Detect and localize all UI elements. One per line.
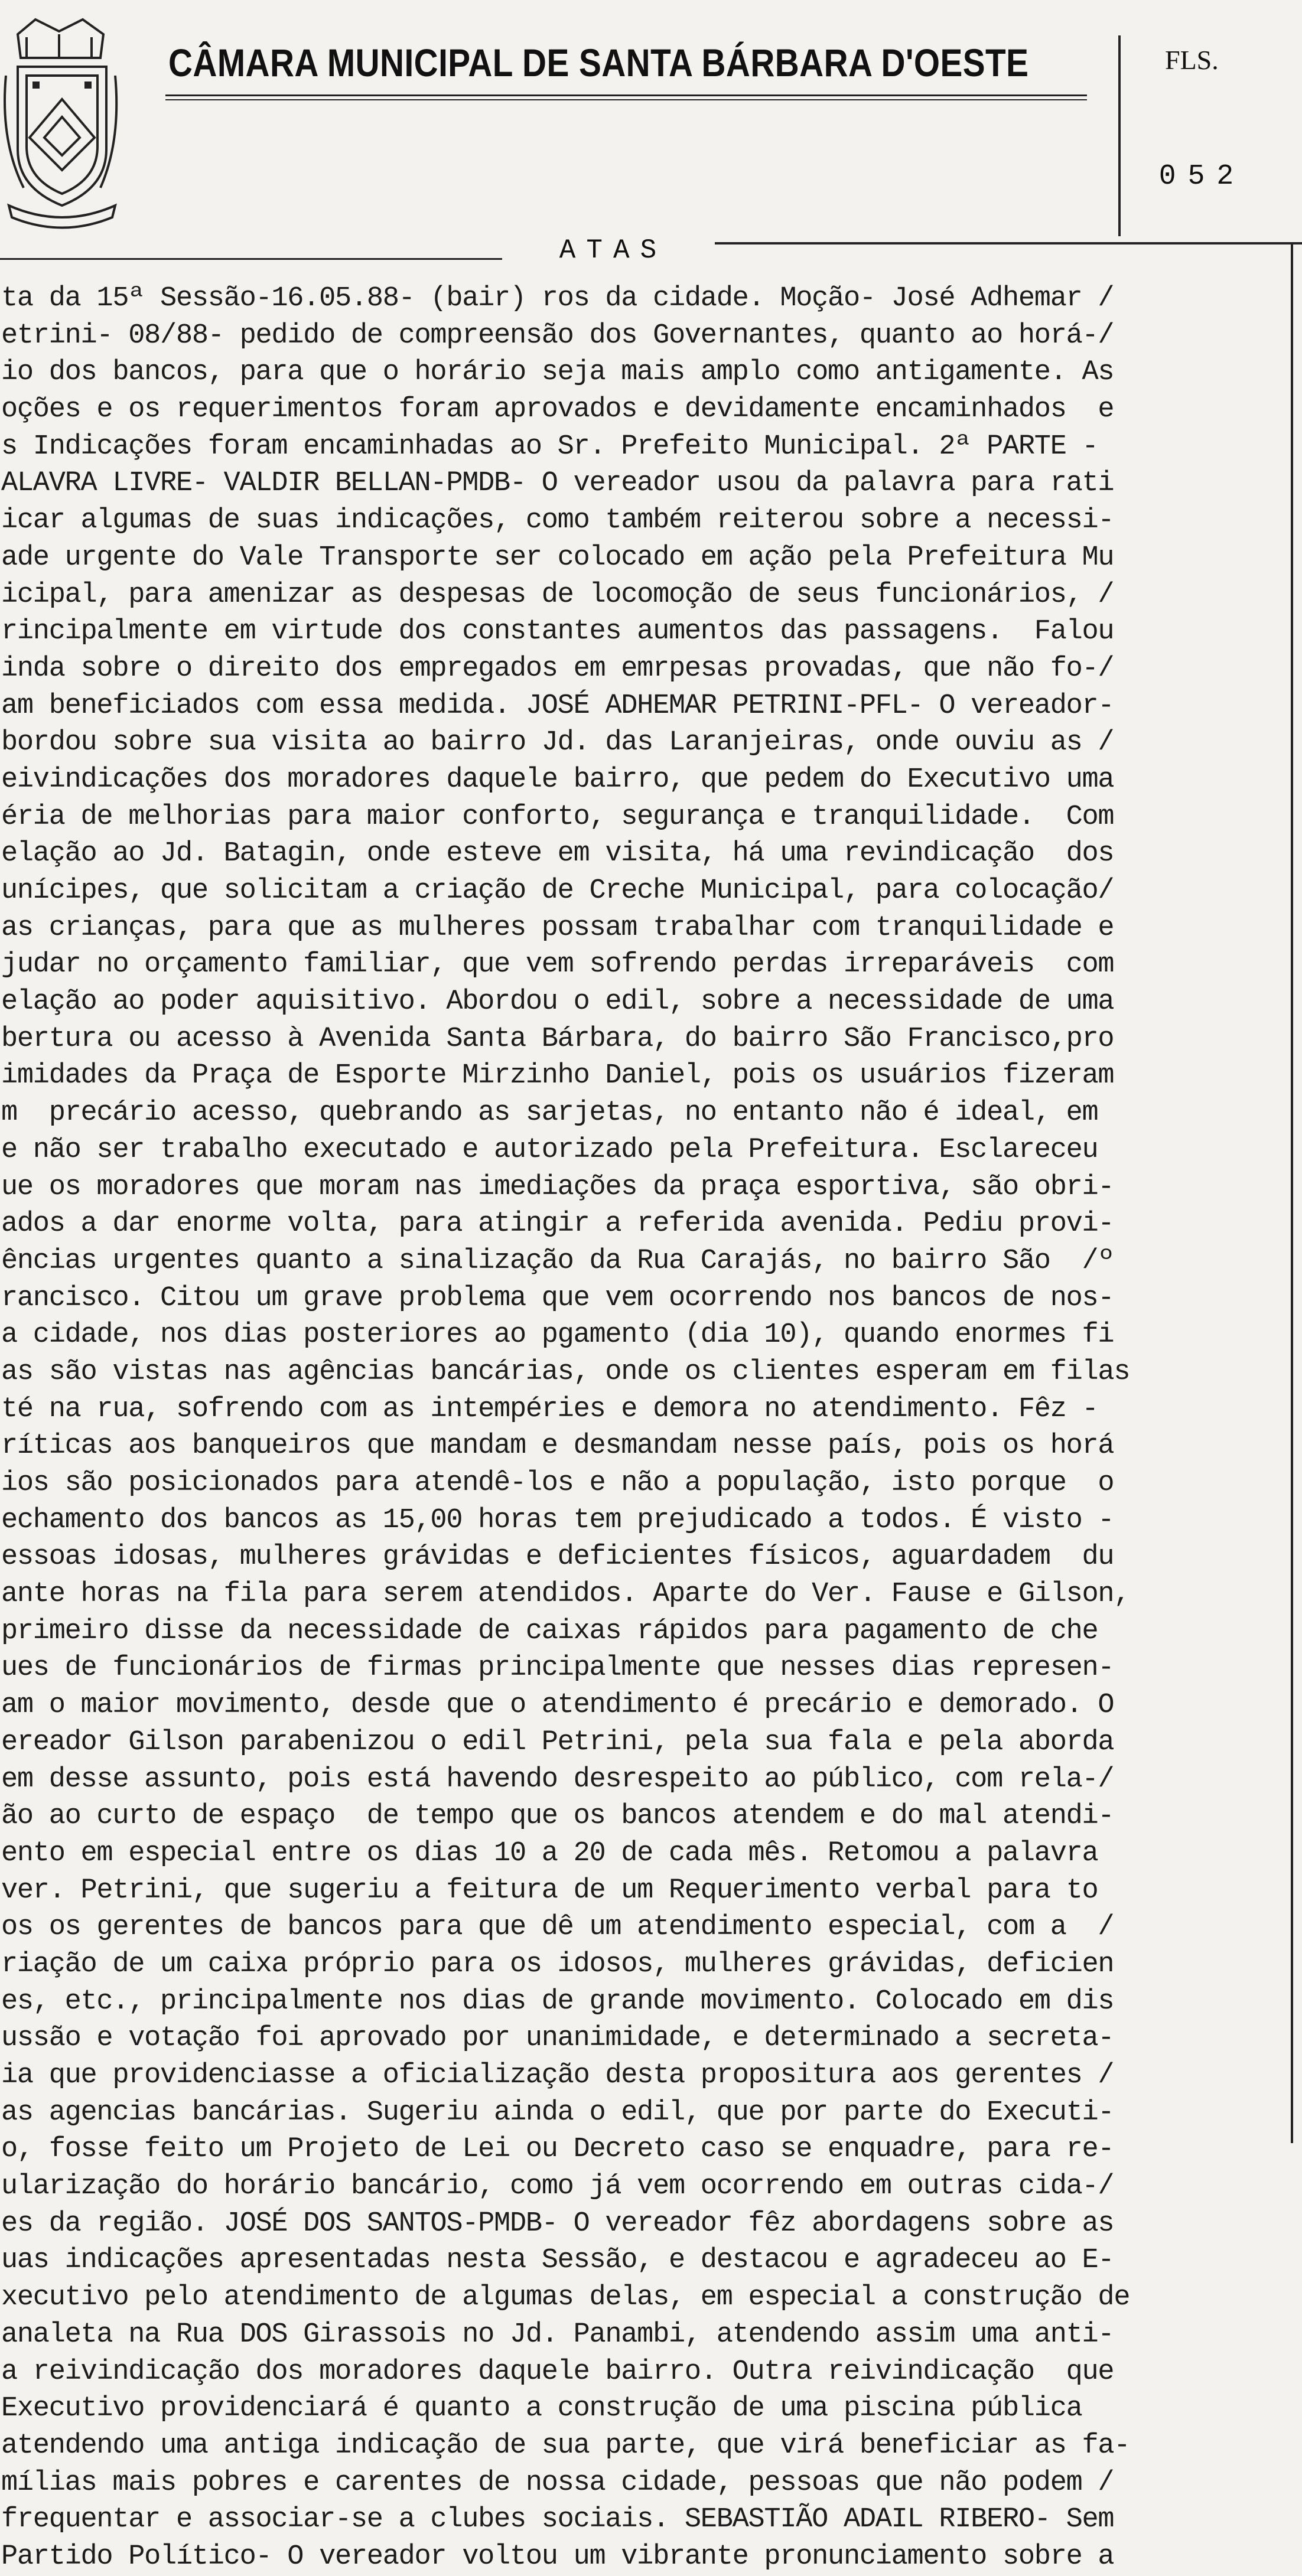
minutes-line: a reivindicação dos moradores daquele bairro. Outra reivindicação que <box>1 2356 1114 2388</box>
minutes-line: elação ao Jd. Batagin, onde esteve em visita, há uma revindicação dos <box>1 838 1114 870</box>
minutes-line: mílias mais pobres e carentes de nossa cidade, pessoas que não podem / <box>1 2467 1114 2499</box>
minutes-line: ue os moradores que moram nas imediações da praça esportiva, são obri- <box>1 1171 1114 1203</box>
minutes-line: inda sobre o direito dos empregados em emrpesas provadas, que não fo-/ <box>1 653 1114 684</box>
minutes-line: as são vistas nas agências bancárias, onde os clientes esperam em filas <box>1 1356 1130 1388</box>
minutes-line: as agencias bancárias. Sugeriu ainda o edil, que por parte do Executi- <box>1 2096 1114 2128</box>
minutes-line: essoas idosas, mulheres grávidas e deficientes físicos, aguardadem du <box>1 1541 1114 1573</box>
minutes-line: Executivo providenciará é quanto a construção de uma piscina pública <box>1 2393 1082 2425</box>
minutes-line: es, etc., principalmente nos dias de grande movimento. Colocado em dis <box>1 1985 1114 2017</box>
minutes-line: os os gerentes de bancos para que dê um atendimento especial, com a / <box>1 1912 1114 1944</box>
minutes-line: ade urgente do Vale Transporte ser colocado em ação pela Prefeitura Mu <box>1 542 1114 573</box>
minutes-line: ências urgentes quanto a sinalização da Rua Carajás, no bairro São /º <box>1 1245 1114 1277</box>
minutes-line: uas indicações apresentadas nesta Sessão, e destacou e agradeceu ao E- <box>1 2245 1114 2277</box>
minutes-line: ios são posicionados para atendê-los e não a população, isto porque o <box>1 1468 1114 1499</box>
minutes-line: o, fosse feito um Projeto de Lei ou Decreto caso se enquadre, para re- <box>1 2134 1114 2166</box>
minutes-line: frequentar e associar-se a clubes sociais. SEBASTIÃO ADAIL RIBERO- Sem <box>1 2504 1114 2536</box>
minutes-line: unícipes, que solicitam a criação de Creche Municipal, para colocação/ <box>1 875 1114 907</box>
minutes-line: icar algumas de suas indicações, como também reiterou sobre a necessi- <box>1 505 1114 537</box>
minutes-line: oções e os requerimentos foram aprovados e devidamente encaminhados e <box>1 394 1114 426</box>
minutes-line: rancisco. Citou um grave problema que vem ocorrendo nos bancos de nos- <box>1 1282 1114 1314</box>
minutes-line: e não ser trabalho executado e autorizado pela Prefeitura. Esclareceu <box>1 1134 1098 1166</box>
minutes-line: xecutivo pelo atendimento de algumas delas, em especial a construção de <box>1 2282 1130 2314</box>
minutes-line: eivindicações dos moradores daquele bairro, que pedem do Executivo uma <box>1 764 1114 795</box>
minutes-line: riação de um caixa próprio para os idosos, mulheres grávidas, deficien <box>1 1948 1114 1980</box>
section-rule-right <box>715 242 1302 244</box>
minutes-line: am o maior movimento, desde que o atendimento é precário e demorado. O <box>1 1690 1114 1721</box>
minutes-line: ALAVRA LIVRE- VALDIR BELLAN-PMDB- O vereador usou da palavra para rati <box>1 468 1114 500</box>
minutes-line: judar no orçamento familiar, que vem sofrendo perdas irreparáveis com <box>1 949 1114 981</box>
title-underline <box>165 94 1087 96</box>
minutes-line: bertura ou acesso à Avenida Santa Bárbara, do bairro São Francisco,pro <box>1 1023 1114 1055</box>
minutes-text <box>0 281 1293 2576</box>
institution-name: CÂMARA MUNICIPAL DE SANTA BÁRBARA D'OESTE <box>168 41 1029 84</box>
section-rule-left <box>0 258 502 260</box>
minutes-line: éria de melhorias para maior conforto, segurança e tranquilidade. Com <box>1 801 1114 833</box>
minutes-line: primeiro disse da necessidade de caixas rápidos para pagamento de che <box>1 1615 1098 1647</box>
folio-label: FLS. <box>1165 45 1219 75</box>
header-divider <box>1118 35 1121 236</box>
minutes-line: em desse assunto, pois está havendo desrespeito ao público, com rela-/ <box>1 1763 1114 1795</box>
minutes-line: ia que providenciasse a oficialização desta propositura aos gerentes / <box>1 2060 1114 2091</box>
minutes-line: m precário acesso, quebrando as sarjetas, no entanto não é ideal, em <box>1 1097 1098 1129</box>
title-underline-double <box>165 99 1087 100</box>
minutes-line: etrini- 08/88- pedido de compreensão dos Governantes, quanto ao horá-/ <box>1 319 1114 351</box>
minutes-line: ão ao curto de espaço de tempo que os bancos atendem e do mal atendi- <box>1 1801 1114 1832</box>
folio-number: 052 <box>1158 161 1246 193</box>
minutes-line: as crianças, para que as mulheres possam trabalhar com tranquilidade e <box>1 912 1114 944</box>
coat-of-arms-logo <box>0 11 121 229</box>
minutes-line: elação ao poder aquisitivo. Abordou o edil, sobre a necessidade de uma <box>1 986 1114 1018</box>
minutes-line: té na rua, sofrendo com as intempéries e demora no atendimento. Fêz - <box>1 1393 1098 1425</box>
minutes-line: io dos bancos, para que o horário seja mais amplo como antigamente. As <box>1 357 1114 389</box>
minutes-line: analeta na Rua DOS Girassois no Jd. Panambi, atendendo assim uma anti- <box>1 2319 1114 2350</box>
minutes-line: ues de funcionários de firmas principalmente que nesses dias represen- <box>1 1652 1114 1684</box>
minutes-line: imidades da Praça de Esporte Mirzinho Daniel, pois os usuários fizeram <box>1 1060 1114 1092</box>
minutes-line: Partido Político- O vereador voltou um vibrante pronunciamento sobre a <box>1 2541 1114 2572</box>
minutes-line: ta da 15ª Sessão-16.05.88- (bair) ros da cidade. Moção- José Adhemar / <box>1 283 1114 314</box>
section-title: ATAS <box>559 235 668 266</box>
minutes-line: echamento dos bancos as 15,00 horas tem prejudicado a todos. É visto - <box>1 1504 1114 1536</box>
minutes-line: ríticas aos banqueiros que mandam e desmandam nesse país, pois os horá <box>1 1430 1114 1462</box>
minutes-line: es da região. JOSÉ DOS SANTOS-PMDB- O vereador fêz abordagens sobre as <box>1 2207 1114 2239</box>
minutes-line: am beneficiados com essa medida. JOSÉ ADHEMAR PETRINI-PFL- O vereador- <box>1 690 1114 722</box>
minutes-line: ante horas na fila para serem atendidos. Aparte do Ver. Fause e Gilson, <box>1 1579 1130 1610</box>
minutes-line: rincipalmente em virtude dos constantes aumentos das passagens. Falou <box>1 616 1114 648</box>
minutes-line: ussão e votação foi aprovado por unanimidade, e determinado a secreta- <box>1 2023 1114 2055</box>
minutes-line: ver. Petrini, que sugeriu a feitura de um Requerimento verbal para to <box>1 1874 1098 1906</box>
minutes-line: icipal, para amenizar as despesas de locomoção de seus funcionários, / <box>1 579 1114 611</box>
minutes-line: s Indicações foram encaminhadas ao Sr. Prefeito Municipal. 2ª PARTE - <box>1 431 1098 462</box>
minutes-line: atendendo uma antiga indicação de sua parte, que virá beneficiar as fa- <box>1 2430 1130 2461</box>
minutes-line: ados a dar enorme volta, para atingir a referida avenida. Pediu provi- <box>1 1208 1114 1240</box>
minutes-line: bordou sobre sua visita ao bairro Jd. das Laranjeiras, onde ouviu as / <box>1 727 1114 759</box>
minutes-line: ento em especial entre os dias 10 a 20 de cada mês. Retomou a palavra <box>1 1837 1098 1869</box>
minutes-line: ereador Gilson parabenizou o edil Petrini, pela sua fala e pela aborda <box>1 1726 1114 1758</box>
minutes-line: ularização do horário bancário, como já vem ocorrendo em outras cida-/ <box>1 2171 1114 2203</box>
minutes-line: a cidade, nos dias posteriores ao pgamento (dia 10), quando enormes fi <box>1 1319 1114 1351</box>
